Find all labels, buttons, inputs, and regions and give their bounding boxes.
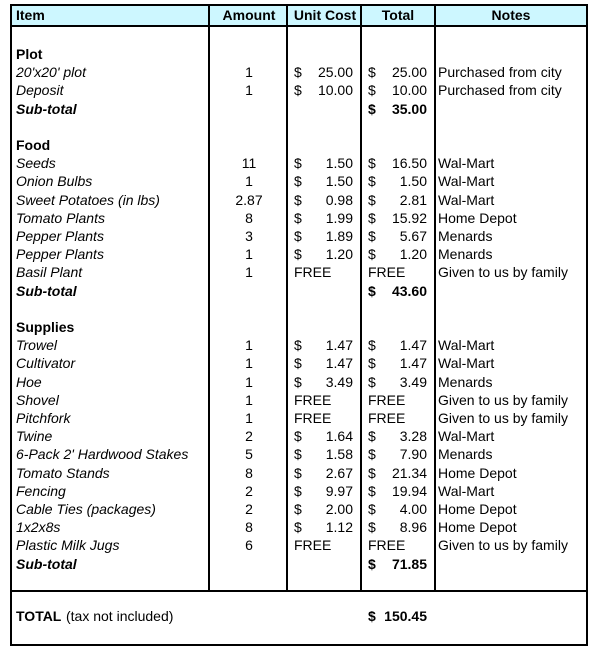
item-notes: Wal-Mart [438,482,495,499]
table-row [12,518,586,536]
table-row [12,154,586,172]
item-name: Twine [16,428,53,445]
item-unit-cost: 1.47 [325,355,353,372]
header-amount: Amount [222,7,276,23]
item-unit-cost: 3.49 [325,373,353,390]
item-amount: 1 [245,82,253,99]
table-row [12,409,586,427]
header-notes: Notes [491,7,531,23]
table-row [12,427,586,445]
item-notes: Menards [438,446,493,463]
subtotal-row [12,282,586,300]
item-total: 8.96 [399,519,427,536]
item-notes: Given to us by family [438,410,568,426]
item-name: 6-Pack 2' Hardwood Stakes [16,446,189,463]
blank-row [12,300,586,318]
item-unit-cost: 25.00 [317,64,353,81]
section-row [12,45,586,63]
item-name: Pepper Plants [16,228,104,244]
item-notes: Wal-Mart [438,191,495,208]
item-name: Plastic Milk Jugs [16,537,120,554]
item-unit-cost: 1.50 [325,173,353,190]
item-unit-cost: 1.89 [325,228,353,244]
currency-symbol: $ [368,209,376,226]
item-notes: Menards [438,246,493,263]
item-total: 1.47 [399,355,427,372]
item-notes: Given to us by family [438,264,568,281]
currency-symbol: $ [368,464,376,481]
item-name: Deposit [16,82,64,99]
item-amount: 3 [245,228,253,244]
item-amount: 8 [245,464,253,481]
item-amount: 8 [245,209,253,226]
table-row [12,191,586,209]
subtotal-value: 35.00 [391,100,427,117]
currency-symbol: $ [368,246,376,263]
item-name: 1x2x8s [16,519,61,536]
currency-symbol: $ [294,501,302,517]
item-unit-cost: FREE [294,391,332,408]
item-total: 1.20 [399,246,427,263]
item-unit-cost: 9.97 [325,482,353,499]
currency-symbol: $ [368,608,376,624]
item-amount: 1 [245,391,253,408]
table-row [12,354,586,372]
item-unit-cost: 0.98 [325,191,353,208]
subtotal-row [12,100,586,118]
item-notes: Home Depot [438,464,517,481]
currency-symbol: $ [294,228,302,244]
item-amount: 2 [245,501,253,517]
total-divider [12,590,586,592]
item-unit-cost: 1.47 [325,337,353,354]
item-notes: Purchased from city [438,64,562,81]
subtotal-label: Sub-total [16,282,77,299]
currency-symbol: $ [368,228,376,244]
item-total: 4.00 [399,501,427,517]
subtotal-label: Sub-total [16,100,77,117]
currency-symbol: $ [368,337,376,354]
currency-symbol: $ [368,555,376,572]
currency-symbol: $ [294,482,302,499]
table-row [12,464,586,482]
header-unit-cost: Unit Cost [293,7,357,23]
item-total: 1.47 [399,337,427,354]
item-total: 7.90 [399,446,427,463]
item-name: Pepper Plants [16,246,104,263]
currency-symbol: $ [368,355,376,372]
item-name: Tomato Stands [16,464,110,481]
item-name: Sweet Potatoes (in lbs) [16,191,160,208]
item-notes: Home Depot [438,209,517,226]
currency-symbol: $ [368,519,376,536]
item-name: 20'x20' plot [16,64,86,81]
item-unit-cost: 1.50 [325,155,353,172]
item-amount: 11 [241,155,257,172]
header-row [12,6,586,27]
currency-symbol: $ [294,209,302,226]
currency-symbol: $ [368,482,376,499]
table-row [12,63,586,81]
table-row [12,391,586,409]
item-unit-cost: FREE [294,410,332,426]
currency-symbol: $ [294,428,302,445]
item-total: 1.50 [399,173,427,190]
item-name: Tomato Plants [16,209,105,226]
item-amount: 1 [245,246,253,263]
section-title: Plot [16,46,43,62]
item-total: FREE [368,264,406,281]
item-name: Basil Plant [16,264,83,281]
item-amount: 2 [245,428,253,445]
item-unit-cost: 1.58 [325,446,353,463]
grand-total-label: TOTAL [16,608,62,624]
item-unit-cost: 1.64 [325,428,353,445]
item-unit-cost: FREE [294,264,332,281]
item-total: 15.92 [391,209,427,226]
item-total: 19.94 [391,482,427,499]
item-unit-cost: FREE [294,537,332,554]
item-name: Trowel [16,337,57,354]
subtotal-row [12,555,586,573]
item-name: Hoe [16,373,42,390]
currency-symbol: $ [294,155,302,172]
grand-total-note: (tax not included) [66,608,174,624]
item-name: Fencing [16,482,66,499]
item-amount: 1 [245,337,253,354]
currency-symbol: $ [294,173,302,190]
header-item: Item [16,7,45,23]
table-row [12,373,586,391]
currency-symbol: $ [294,82,302,99]
item-notes: Wal-Mart [438,355,495,372]
item-name: Onion Bulbs [16,173,93,190]
item-amount: 5 [245,446,253,463]
currency-symbol: $ [368,155,376,172]
section-title: Supplies [16,319,75,335]
item-total: 2.81 [399,191,427,208]
item-amount: 2.87 [235,191,263,208]
item-total: FREE [368,391,406,408]
table-row [12,81,586,99]
currency-symbol: $ [368,501,376,517]
budget-sheet [10,4,588,646]
table-row [12,445,586,463]
item-notes: Wal-Mart [438,173,495,190]
subtotal-value: 71.85 [391,555,427,572]
currency-symbol: $ [294,373,302,390]
currency-symbol: $ [294,246,302,263]
item-amount: 1 [245,355,253,372]
item-unit-cost: 10.00 [317,82,353,99]
item-notes: Wal-Mart [438,337,495,354]
currency-symbol: $ [368,173,376,190]
section-row [12,136,586,154]
subtotal-value: 43.60 [391,282,427,299]
item-notes: Given to us by family [438,537,568,554]
item-amount: 8 [245,519,253,536]
item-amount: 1 [245,64,253,81]
item-total: 3.49 [399,373,427,390]
table-row [12,263,586,281]
item-notes: Menards [438,228,493,244]
table-row [12,209,586,227]
currency-symbol: $ [368,282,376,299]
item-name: Seeds [16,155,56,172]
item-unit-cost: 1.12 [325,519,353,536]
table-row [12,227,586,245]
item-name: Pitchfork [16,410,71,426]
table-row [12,245,586,263]
item-amount: 1 [245,173,253,190]
item-total: 10.00 [391,82,427,99]
table-row [12,500,586,518]
item-notes: Purchased from city [438,82,562,99]
item-unit-cost: 1.99 [325,209,353,226]
item-total: 16.50 [391,155,427,172]
currency-symbol: $ [294,355,302,372]
item-notes: Given to us by family [438,391,568,408]
currency-symbol: $ [368,100,376,117]
item-total: FREE [368,537,406,554]
item-total: FREE [368,410,406,426]
currency-symbol: $ [294,519,302,536]
currency-symbol: $ [368,64,376,81]
table-row [12,482,586,500]
item-notes: Home Depot [438,501,517,517]
item-notes: Wal-Mart [438,155,495,172]
currency-symbol: $ [368,373,376,390]
grand-total-row [12,606,586,626]
item-amount: 6 [245,537,253,554]
currency-symbol: $ [294,64,302,81]
section-row [12,318,586,336]
item-amount: 1 [245,264,253,281]
item-total: 3.28 [399,428,427,445]
item-unit-cost: 2.00 [325,501,353,517]
header-total: Total [381,7,415,23]
section-title: Food [16,137,51,153]
currency-symbol: $ [368,428,376,445]
currency-symbol: $ [294,464,302,481]
currency-symbol: $ [368,191,376,208]
item-name: Cultivator [16,355,76,372]
currency-symbol: $ [294,446,302,463]
table-row [12,536,586,554]
currency-symbol: $ [294,337,302,354]
table-row [12,172,586,190]
item-total: 25.00 [391,64,427,81]
item-notes: Menards [438,373,493,390]
subtotal-label: Sub-total [16,555,77,572]
item-notes: Wal-Mart [438,428,495,445]
item-amount: 2 [245,482,253,499]
item-notes: Home Depot [438,519,517,536]
blank-row [12,118,586,136]
item-total: 5.67 [399,228,427,244]
item-total: 21.34 [391,464,427,481]
currency-symbol: $ [368,82,376,99]
item-name: Shovel [16,391,59,408]
item-unit-cost: 2.67 [325,464,353,481]
grand-total-value: 150.45 [384,608,427,624]
item-amount: 1 [245,410,253,426]
item-unit-cost: 1.20 [325,246,353,263]
currency-symbol: $ [294,191,302,208]
currency-symbol: $ [368,446,376,463]
table-row [12,336,586,354]
item-amount: 1 [245,373,253,390]
item-name: Cable Ties (packages) [16,501,156,517]
